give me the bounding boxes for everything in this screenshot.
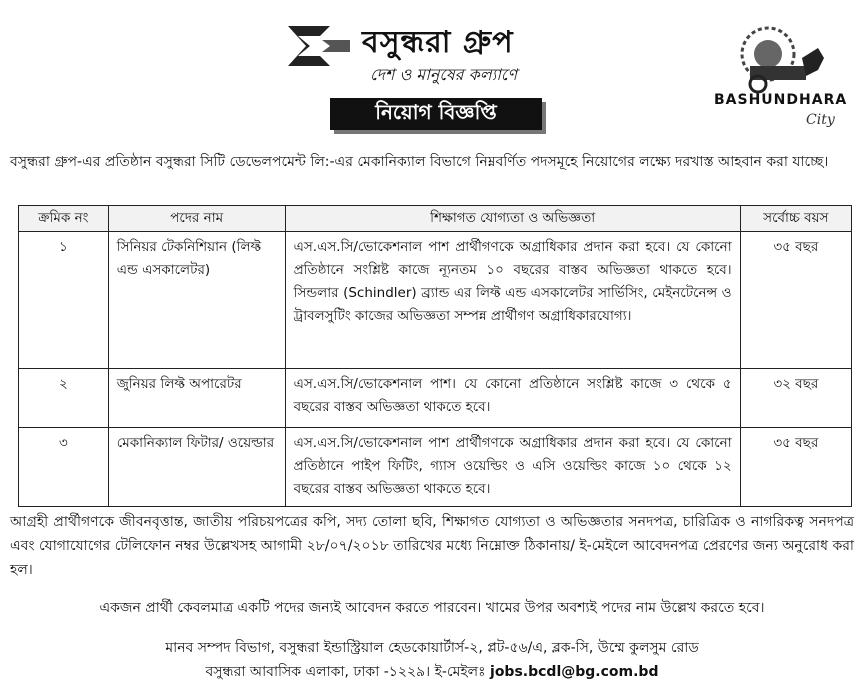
address-line-1: মানব সম্পদ বিভাগ, বসুন্ধরা ইন্ডাস্ট্রিয়াল হেডকোয়ার্টার্স-২, প্লট-৫৬/এ, ব্লক-সি, উম্মে কুলসুম রোড xyxy=(165,640,699,656)
table-row xyxy=(19,428,852,507)
header-qualification: শিক্ষাগত যোগ্যতা ও অভিজ্ঞতা xyxy=(285,206,740,232)
row-age: ৩২ বছর xyxy=(740,369,851,428)
row-serial: ২ xyxy=(19,369,109,428)
table-row xyxy=(19,369,852,428)
table-row xyxy=(19,232,852,369)
application-instructions: আগ্রহী প্রার্থীগণকে জীবনবৃত্তান্ত, জাতীয় পরিচয়পত্রের কপি, সদ্য তোলা ছবি, শিক্ষাগত যোগ্যতা ও অভিজ্ঞতার সনদপত্র, চারিত্রিক ও নাগরিকত্ব সনদপত্র এবং যোগাযোগের টেলিফোন নম্বর উল্লেখসহ আগামী ২৮/০৭/২০১৮ তারিখের মধ্যে নিম্নোক্ত ঠিকানায়/ ই-মেইলে আবেদনপত্র প্রেরণের জন্য অনুরোধ করা হল। xyxy=(10,514,854,578)
intro-paragraph: বসুন্ধরা গ্রুপ-এর প্রতিষ্ঠান বসুন্ধরা সিটি ডেভেলপমেন্ট লি:-এর মেকানিক্যাল বিভাগে নিম্নবর্ণিত পদসমূহে নিয়োগের লক্ষ্যে দরখাস্ত আহবান করা যাচ্ছে। xyxy=(10,154,829,170)
bashundhara-group-logo xyxy=(280,22,352,70)
page-title: নিয়োগ বিজ্ঞপ্তি xyxy=(330,98,542,130)
row-post: সিনিয়র টেকনিশিয়ান (লিফ্ট এন্ড এসকালেটর) xyxy=(108,232,285,369)
row-serial: ১ xyxy=(19,232,109,369)
city-script: City xyxy=(806,112,835,128)
row-qualification: এস.এস.সি/ভোকেশনাল পাশ। যে কোনো প্রতিষ্ঠানে সংশ্লিষ্ট কাজে ৩ থেকে ৫ বছরের বাস্তব অভিজ্ঞতা থাকতে হবে। xyxy=(285,369,740,428)
application-note: একজন প্রার্থী কেবলমাত্র একটি পদের জন্যই আবেদন করতে পারবেন। খামের উপর অবশ্যই পদের নাম উল্লেখ করতে হবে। xyxy=(99,600,765,616)
header-serial: ক্রমিক নং xyxy=(19,206,109,232)
brand-tagline: দেশ ও মানুষের কল্যাণে xyxy=(370,65,518,84)
row-serial: ৩ xyxy=(19,428,109,507)
brand-name: বসুন্ধরা গ্রুপ xyxy=(362,25,514,60)
row-age: ৩৫ বছর xyxy=(740,232,851,369)
city-logo-text: BASHUNDHARA xyxy=(714,92,848,108)
address-line-2-text: বসুন্ধরা আবাসিক এলাকা, ঢাকা -১২২৯। ই-মেইলঃ xyxy=(205,664,491,680)
email-link[interactable]: jobs.bcdl@bg.com.bd xyxy=(490,664,659,680)
bashundhara-city-logo xyxy=(706,18,846,130)
row-qualification: এস.এস.সি/ভোকেশনাল পাশ প্রার্থীগণকে অগ্রাধিকার প্রদান করা হবে। যে কোনো প্রতিষ্ঠানে পাইপ ফিটিং, গ্যাস ওয়েল্ডিং ও এসি ওয়েল্ডিং কাজে ১০ থেকে ১২ বছরের বাস্তব অভিজ্ঞতা থাকতে হবে। xyxy=(285,428,740,507)
address-line-2 xyxy=(0,660,864,684)
vacancy-table xyxy=(18,205,852,507)
row-post: মেকানিক্যাল ফিটার/ ওয়েল্ডার xyxy=(108,428,285,507)
table-header-row xyxy=(19,206,852,232)
row-post: জুনিয়র লিফ্ট অপারেটর xyxy=(108,369,285,428)
row-qualification: এস.এস.সি/ভোকেশনাল পাশ প্রার্থীগণকে অগ্রাধিকার প্রদান করা হবে। যে কোনো প্রতিষ্ঠানে সংশ্লিষ্ট কাজে ন্যূনতম ১০ বছরের বাস্তব অভিজ্ঞতা থাকতে হবে। সিন্ডলার (Schindler) ব্র্যান্ড এর লিফ্ট এন্ড এসকালেটর সার্ভিসিং, মেইনটেনেন্স ও ট্রাবলসুটিং কাজের অভিজ্ঞতা সম্পন্ন প্রার্থীগণ অগ্রাধিকারযোগ্য। xyxy=(285,232,740,369)
row-age: ৩৫ বছর xyxy=(740,428,851,507)
header-age: সর্বোচ্চ বয়স xyxy=(740,206,851,232)
header-post: পদের নাম xyxy=(108,206,285,232)
